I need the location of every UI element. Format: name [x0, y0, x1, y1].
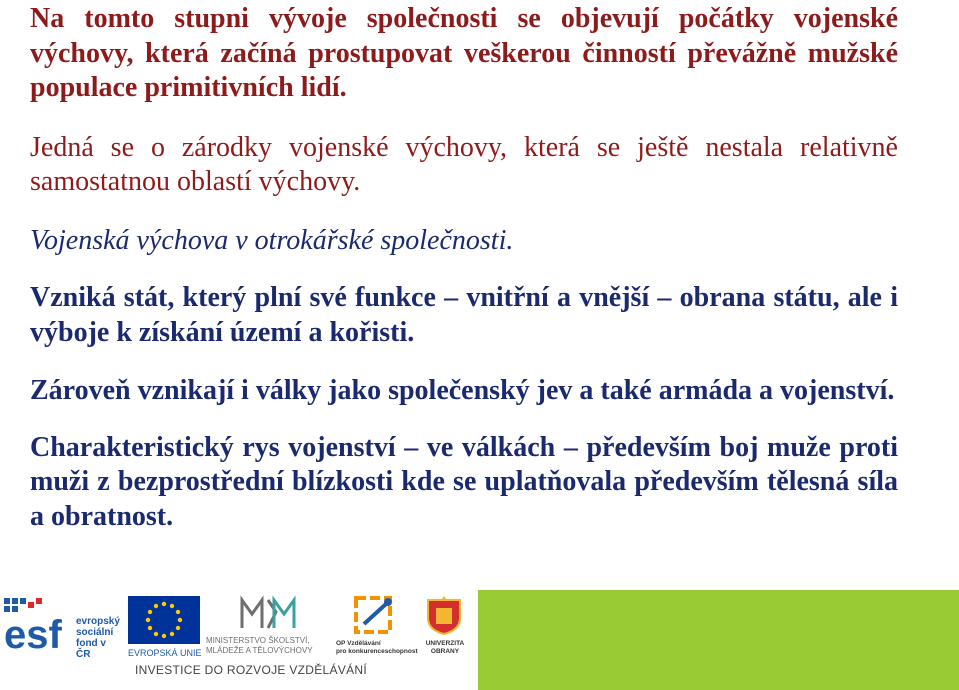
paragraph-characteristic: Charakteristický rys vojenství – ve válkách – především boj muže proti muži z bezprostřední blízkosti kde se uplatňovala především tělesná síla a obratnost.	[30, 431, 898, 532]
esf-mark-icon	[4, 596, 74, 656]
green-panel	[478, 590, 959, 690]
svg-text:esf: esf	[4, 613, 62, 656]
paragraph-wars: Zároveň vznikají i války jako společenský jev a také armáda a vojenství.	[30, 375, 895, 406]
footer-logos	[0, 590, 478, 690]
uo-logo: UNIVERZITA OBRANY	[420, 594, 470, 660]
msmt-logo: MINISTERSTVO ŠKOLSTVÍ, MLÁDEŽE A TĚLOVÝCHOVY	[206, 594, 330, 660]
paragraph-origins: Jedná se o zárodky vojenské výchovy, která se ještě nestala relativně samostatnou oblastí výchovy.	[30, 131, 898, 197]
uo-crest-icon	[424, 594, 464, 636]
footer-logo-bar	[0, 590, 959, 690]
esf-logo: esf evropský sociální fond v ČR	[4, 596, 122, 660]
op-mark-icon	[350, 594, 400, 638]
op-logo: OP Vzdělávání pro konkurenceschopnost	[336, 594, 416, 660]
paragraph-primitive-society: Na tomto stupni vývoje společnosti se objevují počátky vojenské výchovy, která začíná prostupovat veškerou činností převážně mužské populace primitivních lidí.	[30, 3, 898, 103]
paragraph-slave-society-heading: Vojenská výchova v otrokářské společnosti.	[30, 224, 514, 256]
eu-label: EVROPSKÁ UNIE	[128, 648, 202, 658]
eu-flag-icon	[128, 596, 200, 644]
msmt-mark-icon	[238, 594, 298, 632]
slide-body	[30, 0, 898, 534]
paragraph-state: Vzniká stát, který plní své funkce – vnitřní a vnější – obrana státu, ale i výboje k získání území a kořisti.	[30, 282, 898, 348]
footer-caption: INVESTICE DO ROZVOJE VZDĚLÁVÁNÍ	[135, 663, 368, 677]
eu-logo	[128, 596, 200, 660]
